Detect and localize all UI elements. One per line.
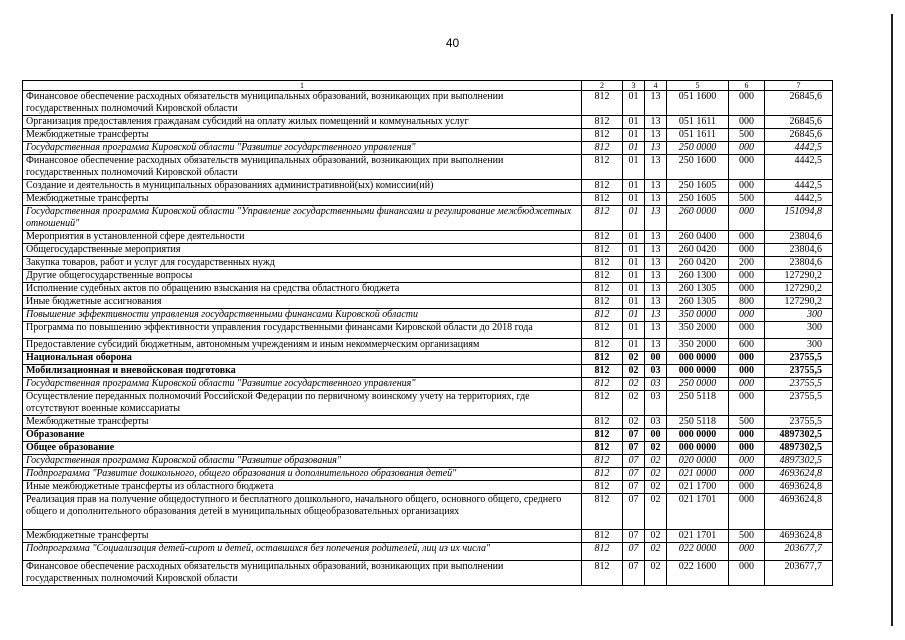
row-ministry-code: 812 xyxy=(582,270,623,283)
row-description: Межбюджетные трансферты xyxy=(23,193,582,206)
row-amount: 23755,5 xyxy=(765,352,833,365)
row-amount: 4693624,8 xyxy=(765,481,833,494)
row-description: Государственная программа Кировской области "Развитие государственного управления" xyxy=(23,142,582,155)
row-description: Мобилизационная и вневойсковая подготовка xyxy=(23,365,582,378)
row-expense-type: 000 xyxy=(729,206,765,231)
row-description: Межбюджетные трансферты xyxy=(23,530,582,543)
row-subsection-code: 03 xyxy=(645,391,667,416)
row-amount: 4897302,5 xyxy=(765,455,833,468)
row-section-code: 01 xyxy=(623,142,645,155)
row-target-item: 350 2000 xyxy=(667,339,729,352)
scan-edge-line xyxy=(891,14,893,626)
row-amount: 127290,2 xyxy=(765,296,833,309)
row-section-code: 01 xyxy=(623,283,645,296)
table-row xyxy=(23,257,833,270)
row-section-code: 02 xyxy=(623,365,645,378)
row-subsection-code: 13 xyxy=(645,322,667,339)
row-description: Мероприятия в установленной сфере деятельности xyxy=(23,231,582,244)
row-ministry-code: 812 xyxy=(582,530,623,543)
row-description: Финансовое обеспечение расходных обязательств муниципальных образований, возникающих при выполнении государственных полномочий Кировской области xyxy=(23,561,582,586)
row-target-item: 250 5118 xyxy=(667,416,729,429)
row-target-item: 260 1305 xyxy=(667,283,729,296)
table-row xyxy=(23,378,833,391)
table-row xyxy=(23,142,833,155)
row-subsection-code: 02 xyxy=(645,468,667,481)
table-row xyxy=(23,429,833,442)
row-amount: 300 xyxy=(765,309,833,322)
row-target-item: 021 1701 xyxy=(667,530,729,543)
row-ministry-code: 812 xyxy=(582,296,623,309)
table-row xyxy=(23,391,833,416)
row-target-item: 051 1611 xyxy=(667,116,729,129)
row-subsection-code: 03 xyxy=(645,365,667,378)
row-subsection-code: 13 xyxy=(645,155,667,180)
row-section-code: 01 xyxy=(623,206,645,231)
row-subsection-code: 02 xyxy=(645,494,667,530)
row-amount: 23804,6 xyxy=(765,257,833,270)
table-row xyxy=(23,283,833,296)
column-header: 3 xyxy=(623,81,645,91)
row-subsection-code: 00 xyxy=(645,429,667,442)
row-expense-type: 000 xyxy=(729,391,765,416)
row-amount: 4693624,8 xyxy=(765,530,833,543)
row-section-code: 07 xyxy=(623,468,645,481)
row-section-code: 01 xyxy=(623,322,645,339)
table-row xyxy=(23,339,833,352)
row-ministry-code: 812 xyxy=(582,416,623,429)
row-section-code: 01 xyxy=(623,193,645,206)
row-description: Создание и деятельность в муниципальных образованиях административной(ых) комиссии(ий) xyxy=(23,180,582,193)
row-ministry-code: 812 xyxy=(582,339,623,352)
row-subsection-code: 13 xyxy=(645,142,667,155)
row-subsection-code: 02 xyxy=(645,543,667,561)
table-row xyxy=(23,244,833,257)
row-target-item: 250 0000 xyxy=(667,142,729,155)
row-target-item: 020 0000 xyxy=(667,455,729,468)
row-ministry-code: 812 xyxy=(582,155,623,180)
row-subsection-code: 13 xyxy=(645,296,667,309)
row-description: Межбюджетные трансферты xyxy=(23,416,582,429)
row-target-item: 000 0000 xyxy=(667,429,729,442)
row-ministry-code: 812 xyxy=(582,561,623,586)
row-section-code: 07 xyxy=(623,530,645,543)
row-target-item: 250 1605 xyxy=(667,180,729,193)
row-amount: 26845,6 xyxy=(765,91,833,116)
row-target-item: 021 1701 xyxy=(667,494,729,530)
row-section-code: 01 xyxy=(623,309,645,322)
row-section-code: 01 xyxy=(623,257,645,270)
row-amount: 4693624,8 xyxy=(765,494,833,530)
row-target-item: 260 0420 xyxy=(667,244,729,257)
row-ministry-code: 812 xyxy=(582,378,623,391)
row-amount: 4693624,8 xyxy=(765,468,833,481)
row-section-code: 02 xyxy=(623,378,645,391)
column-header: 7 xyxy=(765,81,833,91)
row-description: Программа по повышению эффективности управления государственными финансами Кировской области до 2018 года xyxy=(23,322,582,339)
table-row xyxy=(23,494,833,530)
table-row xyxy=(23,296,833,309)
row-target-item: 000 0000 xyxy=(667,442,729,455)
table-row xyxy=(23,116,833,129)
row-amount: 23804,6 xyxy=(765,231,833,244)
row-subsection-code: 02 xyxy=(645,442,667,455)
row-description: Общее образование xyxy=(23,442,582,455)
row-target-item: 350 2000 xyxy=(667,322,729,339)
row-ministry-code: 812 xyxy=(582,468,623,481)
row-subsection-code: 03 xyxy=(645,378,667,391)
row-expense-type: 000 xyxy=(729,543,765,561)
row-section-code: 01 xyxy=(623,155,645,180)
row-ministry-code: 812 xyxy=(582,429,623,442)
row-ministry-code: 812 xyxy=(582,180,623,193)
row-description: Государственная программа Кировской области "Развитие государственного управления" xyxy=(23,378,582,391)
row-section-code: 01 xyxy=(623,116,645,129)
row-description: Общегосударственные мероприятия xyxy=(23,244,582,257)
row-ministry-code: 812 xyxy=(582,283,623,296)
row-description: Образование xyxy=(23,429,582,442)
row-expense-type: 000 xyxy=(729,561,765,586)
row-ministry-code: 812 xyxy=(582,543,623,561)
row-section-code: 07 xyxy=(623,543,645,561)
row-target-item: 250 5118 xyxy=(667,391,729,416)
row-subsection-code: 13 xyxy=(645,283,667,296)
row-description: Государственная программа Кировской области "Развитие образования" xyxy=(23,455,582,468)
table-row xyxy=(23,309,833,322)
row-description: Финансовое обеспечение расходных обязательств муниципальных образований, возникающих при выполнении государственных полномочий Кировской области xyxy=(23,91,582,116)
row-expense-type: 000 xyxy=(729,442,765,455)
row-expense-type: 000 xyxy=(729,468,765,481)
row-description: Национальная оборона xyxy=(23,352,582,365)
row-expense-type: 000 xyxy=(729,283,765,296)
row-amount: 23755,5 xyxy=(765,365,833,378)
table-row xyxy=(23,180,833,193)
row-target-item: 260 0420 xyxy=(667,257,729,270)
row-expense-type: 000 xyxy=(729,309,765,322)
row-expense-type: 000 xyxy=(729,244,765,257)
row-description: Осуществление переданных полномочий Российской Федерации по первичному воинскому учету на территориях, где отсутствуют военные комиссариаты xyxy=(23,391,582,416)
row-section-code: 07 xyxy=(623,561,645,586)
row-section-code: 01 xyxy=(623,339,645,352)
row-subsection-code: 13 xyxy=(645,309,667,322)
row-ministry-code: 812 xyxy=(582,442,623,455)
table-row xyxy=(23,91,833,116)
row-target-item: 000 0000 xyxy=(667,365,729,378)
row-amount: 4442,5 xyxy=(765,180,833,193)
row-description: Предоставление субсидий бюджетным, автономным учреждениям и иным некоммерческим организациям xyxy=(23,339,582,352)
row-description: Подпрограмма "Социализация детей-сирот и детей, оставшихся без попечения родителей, лиц из их числа" xyxy=(23,543,582,561)
row-section-code: 02 xyxy=(623,352,645,365)
row-expense-type: 000 xyxy=(729,365,765,378)
table-row xyxy=(23,468,833,481)
row-amount: 4897302,5 xyxy=(765,442,833,455)
table-row xyxy=(23,155,833,180)
row-description: Исполнение судебных актов по обращению взыскания на средства областного бюджета xyxy=(23,283,582,296)
row-amount: 300 xyxy=(765,322,833,339)
row-amount: 4442,5 xyxy=(765,193,833,206)
table-row xyxy=(23,231,833,244)
row-section-code: 07 xyxy=(623,429,645,442)
row-amount: 300 xyxy=(765,339,833,352)
row-expense-type: 000 xyxy=(729,116,765,129)
row-target-item: 022 1600 xyxy=(667,561,729,586)
row-target-item: 250 1605 xyxy=(667,193,729,206)
row-target-item: 260 0000 xyxy=(667,206,729,231)
row-section-code: 02 xyxy=(623,391,645,416)
row-target-item: 250 0000 xyxy=(667,378,729,391)
row-amount: 127290,2 xyxy=(765,270,833,283)
table-row xyxy=(23,455,833,468)
row-section-code: 01 xyxy=(623,244,645,257)
row-subsection-code: 13 xyxy=(645,180,667,193)
row-section-code: 01 xyxy=(623,129,645,142)
row-description: Другие общегосударственные вопросы xyxy=(23,270,582,283)
row-section-code: 01 xyxy=(623,91,645,116)
row-target-item: 021 1700 xyxy=(667,481,729,494)
table-row xyxy=(23,561,833,586)
table-row xyxy=(23,365,833,378)
table-row xyxy=(23,193,833,206)
row-target-item: 051 1600 xyxy=(667,91,729,116)
row-subsection-code: 03 xyxy=(645,416,667,429)
row-expense-type: 000 xyxy=(729,322,765,339)
row-target-item: 250 1600 xyxy=(667,155,729,180)
row-amount: 151094,8 xyxy=(765,206,833,231)
row-section-code: 01 xyxy=(623,231,645,244)
row-section-code: 07 xyxy=(623,442,645,455)
column-header: 5 xyxy=(667,81,729,91)
row-amount: 23755,5 xyxy=(765,416,833,429)
row-description: Реализация прав на получение общедоступного и бесплатного дошкольного, начального общего, основного общего, среднего общего и дополнительного образования детей в муниципальных общеобразовательных организациях xyxy=(23,494,582,530)
row-ministry-code: 812 xyxy=(582,322,623,339)
row-expense-type: 000 xyxy=(729,91,765,116)
row-description: Закупка товаров, работ и услуг для государственных нужд xyxy=(23,257,582,270)
row-subsection-code: 13 xyxy=(645,116,667,129)
table-row xyxy=(23,481,833,494)
row-ministry-code: 812 xyxy=(582,309,623,322)
row-amount: 203677,7 xyxy=(765,543,833,561)
table-row xyxy=(23,416,833,429)
row-section-code: 01 xyxy=(623,270,645,283)
row-ministry-code: 812 xyxy=(582,142,623,155)
row-subsection-code: 13 xyxy=(645,257,667,270)
row-ministry-code: 812 xyxy=(582,494,623,530)
row-expense-type: 800 xyxy=(729,296,765,309)
row-ministry-code: 812 xyxy=(582,481,623,494)
row-amount: 23804,6 xyxy=(765,244,833,257)
row-description: Организация предоставления гражданам субсидий на оплату жилых помещений и коммунальных услуг xyxy=(23,116,582,129)
row-subsection-code: 02 xyxy=(645,561,667,586)
row-description: Иные межбюджетные трансферты из областного бюджета xyxy=(23,481,582,494)
table-row xyxy=(23,129,833,142)
row-subsection-code: 13 xyxy=(645,206,667,231)
row-subsection-code: 13 xyxy=(645,193,667,206)
column-header: 1 xyxy=(23,81,582,91)
row-subsection-code: 13 xyxy=(645,129,667,142)
row-expense-type: 000 xyxy=(729,231,765,244)
row-section-code: 07 xyxy=(623,481,645,494)
row-expense-type: 000 xyxy=(729,180,765,193)
row-amount: 26845,6 xyxy=(765,129,833,142)
row-amount: 4442,5 xyxy=(765,155,833,180)
column-header: 2 xyxy=(582,81,623,91)
page-number: 40 xyxy=(445,36,460,50)
row-section-code: 07 xyxy=(623,494,645,530)
row-description: Иные бюджетные ассигнования xyxy=(23,296,582,309)
row-subsection-code: 13 xyxy=(645,339,667,352)
row-description: Подпрограмма "Развитие дошкольного, общего образования и дополнительного образования детей" xyxy=(23,468,582,481)
row-target-item: 000 0000 xyxy=(667,352,729,365)
row-amount: 4897302,5 xyxy=(765,429,833,442)
row-target-item: 260 1305 xyxy=(667,296,729,309)
row-target-item: 051 1611 xyxy=(667,129,729,142)
row-section-code: 07 xyxy=(623,455,645,468)
row-ministry-code: 812 xyxy=(582,193,623,206)
row-target-item: 022 0000 xyxy=(667,543,729,561)
row-expense-type: 500 xyxy=(729,193,765,206)
row-subsection-code: 02 xyxy=(645,481,667,494)
row-subsection-code: 13 xyxy=(645,270,667,283)
table-row xyxy=(23,543,833,561)
row-amount: 26845,6 xyxy=(765,116,833,129)
row-subsection-code: 13 xyxy=(645,244,667,257)
row-expense-type: 000 xyxy=(729,352,765,365)
row-expense-type: 000 xyxy=(729,270,765,283)
table-row xyxy=(23,530,833,543)
row-description: Государственная программа Кировской области "Управление государственными финансами и регулирование межбюджетных отношений" xyxy=(23,206,582,231)
row-ministry-code: 812 xyxy=(582,352,623,365)
row-ministry-code: 812 xyxy=(582,244,623,257)
table-row xyxy=(23,322,833,339)
row-expense-type: 000 xyxy=(729,481,765,494)
row-ministry-code: 812 xyxy=(582,231,623,244)
row-expense-type: 500 xyxy=(729,416,765,429)
table-row xyxy=(23,442,833,455)
row-target-item: 350 0000 xyxy=(667,309,729,322)
row-section-code: 02 xyxy=(623,416,645,429)
row-section-code: 01 xyxy=(623,296,645,309)
column-header-row xyxy=(23,81,833,91)
row-expense-type: 000 xyxy=(729,455,765,468)
row-description: Повышение эффективности управления государственными финансами Кировской области xyxy=(23,309,582,322)
row-target-item: 260 0400 xyxy=(667,231,729,244)
row-ministry-code: 812 xyxy=(582,129,623,142)
row-subsection-code: 13 xyxy=(645,231,667,244)
row-expense-type: 000 xyxy=(729,142,765,155)
row-target-item: 021 0000 xyxy=(667,468,729,481)
row-expense-type: 000 xyxy=(729,155,765,180)
column-header: 4 xyxy=(645,81,667,91)
table-row xyxy=(23,352,833,365)
row-subsection-code: 02 xyxy=(645,530,667,543)
row-subsection-code: 02 xyxy=(645,455,667,468)
row-ministry-code: 812 xyxy=(582,116,623,129)
row-expense-type: 200 xyxy=(729,257,765,270)
row-amount: 23755,5 xyxy=(765,378,833,391)
row-amount: 23755,5 xyxy=(765,391,833,416)
row-expense-type: 600 xyxy=(729,339,765,352)
row-expense-type: 500 xyxy=(729,129,765,142)
row-section-code: 01 xyxy=(623,180,645,193)
row-ministry-code: 812 xyxy=(582,455,623,468)
row-expense-type: 000 xyxy=(729,429,765,442)
row-ministry-code: 812 xyxy=(582,257,623,270)
row-amount: 127290,2 xyxy=(765,283,833,296)
row-expense-type: 000 xyxy=(729,378,765,391)
row-ministry-code: 812 xyxy=(582,365,623,378)
table-row xyxy=(23,270,833,283)
column-header: 6 xyxy=(729,81,765,91)
row-expense-type: 000 xyxy=(729,494,765,530)
row-ministry-code: 812 xyxy=(582,91,623,116)
row-amount: 203677,7 xyxy=(765,561,833,586)
row-description: Финансовое обеспечение расходных обязательств муниципальных образований, возникающих при выполнении государственных полномочий Кировской области xyxy=(23,155,582,180)
budget-table xyxy=(22,80,833,586)
row-expense-type: 500 xyxy=(729,530,765,543)
row-ministry-code: 812 xyxy=(582,206,623,231)
row-subsection-code: 00 xyxy=(645,352,667,365)
row-ministry-code: 812 xyxy=(582,391,623,416)
table-row xyxy=(23,206,833,231)
row-description: Межбюджетные трансферты xyxy=(23,129,582,142)
row-subsection-code: 13 xyxy=(645,91,667,116)
row-amount: 4442,5 xyxy=(765,142,833,155)
row-target-item: 260 1300 xyxy=(667,270,729,283)
